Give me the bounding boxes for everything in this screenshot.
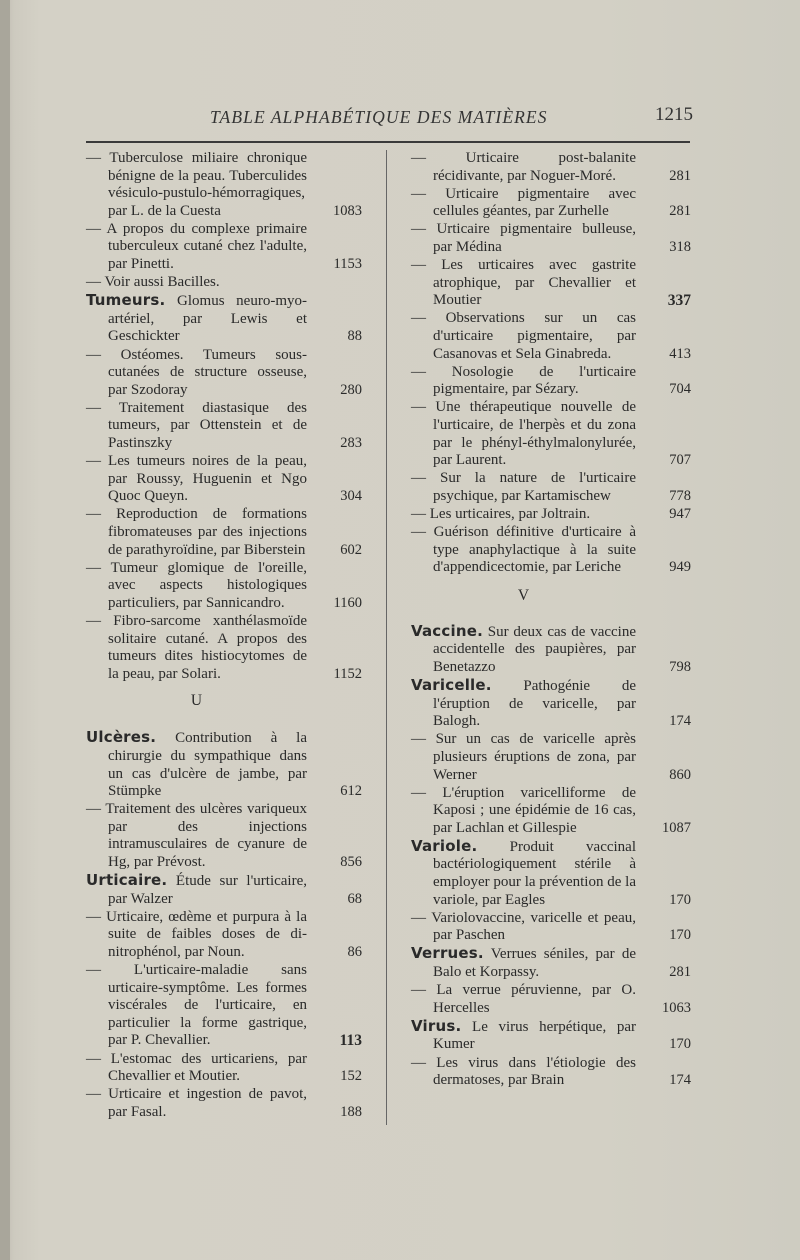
entry-page-number: 856: [340, 853, 362, 870]
index-entry: [86, 506, 362, 559]
entry-page-number: 1160: [333, 594, 362, 611]
entry-page-number: 860: [669, 766, 691, 783]
entry-headword: Virus.: [411, 1016, 462, 1035]
entry-page-number: 304: [340, 488, 362, 505]
index-entry: [411, 506, 691, 524]
index-entry: [411, 785, 691, 838]
entry-text: — La verrue péruvienne, par O. Hercelles: [411, 982, 636, 1016]
entry-page-number: 949: [669, 559, 691, 576]
entry-text: — Sur un cas de varicelle après plusieurs éruptions de zona, par Werner: [411, 731, 636, 783]
index-entry: [86, 560, 362, 613]
entry-text: — Guérison définitive d'urticaire à type anaphylactique à la suite d'appendicectomie, par Leriche: [411, 523, 636, 576]
column-divider: [386, 150, 387, 1125]
index-entry: [86, 453, 362, 506]
entry-text: — Les virus dans l'étiologie des dermatoses, par Brain: [411, 1054, 636, 1089]
index-entry: [411, 731, 691, 784]
index-entry: [411, 982, 691, 1017]
entry-page-number: 68: [347, 890, 362, 907]
entry-headword: Tumeurs.: [86, 291, 166, 310]
index-entry: [411, 470, 691, 505]
index-entry: [86, 729, 362, 800]
index-entry: [411, 1055, 691, 1090]
index-entry: [86, 962, 362, 1050]
index-entry: [411, 399, 691, 469]
entry-page-number: 188: [340, 1103, 362, 1120]
entry-page-number: 704: [669, 381, 691, 398]
entry-text: — Traitement diastasique des tumeurs, par Ottenstein et de Pastinszky: [86, 399, 307, 451]
section-letter-v: V: [517, 586, 530, 604]
index-entry: [86, 872, 362, 908]
entry-page-number: 88: [347, 328, 362, 345]
header-rule: [86, 141, 690, 143]
page-number: 1215: [655, 104, 693, 125]
entry-page-number: 152: [340, 1068, 362, 1085]
left-entries-ulceres-urticaire: [86, 729, 362, 1121]
entry-text: Tumeurs. Glomus neuro-myo-artériel, par Lewis et Geschickter: [86, 291, 307, 345]
entry-page-number: 283: [340, 435, 362, 451]
entry-text: Virus. Le virus herpétique, par Kumer: [411, 1016, 636, 1053]
entry-text: Variole. Produit vaccinal bactériologiquement stérile à employer pour la prévention de la variole, par Eagles: [411, 836, 636, 908]
entry-text: — Urticaire pigmentaire bulleuse, par Médina: [411, 221, 636, 255]
entry-text: — Fibro-sarcome xanthélasmoïde solitaire cutané. A propos des tumeurs dites histiocytomes de la peau, par Solari.: [86, 612, 307, 682]
index-entry: [411, 186, 691, 221]
entry-text: — Traitement des ulcères variqueux par des injections intramusculaires de cyanure de Hg, par Prévost.: [86, 801, 307, 870]
index-entry: [411, 221, 691, 256]
entry-text: — Variolovaccine, varicelle et peau, par Paschen: [411, 909, 636, 944]
entry-text: — Observations sur un cas d'urticaire pigmentaire, par Casanovas et Sela Ginabreda.: [411, 310, 636, 362]
left-column: [86, 150, 362, 1122]
entry-text: — Urticaire post-balanite récidivante, par Noguer-Moré.: [411, 150, 636, 184]
index-entry: [86, 801, 362, 871]
entry-headword: Urticaire.: [86, 871, 168, 890]
entry-text: Ulcères. Contribution à la chirurgie du sympathique dans un cas d'ulcère de jambe, par Stümpke: [86, 728, 307, 800]
running-header-title: TABLE ALPHABÉTIQUE DES MATIÈRES: [210, 107, 548, 127]
right-entries-urticaire: [411, 150, 691, 577]
left-entries-tumeurs: [86, 150, 362, 683]
entry-text: — Urticaire pigmentaire avec cellules géantes, par Zurhelle: [411, 185, 636, 220]
entry-text: — Sur la nature de l'urticaire psychique, par Kartamischew: [411, 470, 636, 504]
entry-page-number: 86: [347, 943, 362, 960]
entry-headword: Ulcères.: [86, 728, 157, 747]
entry-page-number: 1063: [662, 999, 691, 1016]
entry-page-number: 798: [669, 658, 691, 675]
entry-page-number: 170: [669, 1036, 691, 1053]
entry-text: — Une thérapeutique nouvelle de l'urticaire, de l'herpès et du zona par le phényl-éthylmalonylurée, par Laurent.: [411, 399, 636, 469]
entry-text: — Urticaire, œdème et purpura à la suite de faibles doses de di-nitrophénol, par Noun.: [86, 908, 307, 960]
entry-text: — L'urticaire-maladie sans urticaire-symptôme. Les formes viscérales de l'urticaire, en particulier la forme gastrique, par P. Chevallier.: [86, 962, 307, 1049]
entry-headword: Vaccine.: [411, 621, 483, 640]
index-entry: [411, 838, 691, 909]
section-letter-u: U: [190, 692, 203, 710]
right-column: [411, 150, 691, 1090]
index-entry: [411, 945, 691, 981]
index-entry: [86, 1051, 362, 1086]
entry-page-number: 1083: [333, 202, 362, 219]
entry-headword: Verrues.: [411, 944, 484, 963]
entry-page-number: 1087: [662, 819, 691, 836]
entry-text: — Urticaire et ingestion de pavot, par Fasal.: [86, 1086, 307, 1120]
entry-page-number: 174: [669, 713, 691, 730]
index-entry: [86, 613, 362, 683]
entry-text: — Reproduction de formations fibromateuses par des injections de parathyroïdine, par Biberstein: [86, 506, 307, 558]
entry-page-number: 318: [669, 238, 691, 255]
entry-text: Verrues. Verrues séniles, par de Balo et Korpassy.: [411, 944, 636, 981]
entry-text: — Les tumeurs noires de la peau, par Roussy, Huguenin et Ngo Quoc Queyn.: [86, 453, 307, 505]
index-entry: [411, 1018, 691, 1054]
entry-text: — Voir aussi Bacilles.: [86, 274, 220, 291]
index-entry: [411, 150, 691, 185]
entry-page-number: 602: [340, 541, 362, 558]
index-entry: [86, 909, 362, 962]
entry-page-number: 707: [669, 452, 691, 469]
index-entry: [411, 677, 691, 731]
entry-page-number: 337: [667, 292, 691, 310]
entry-page-number: 281: [669, 167, 691, 184]
entry-text: — Tumeur glomique de l'oreille, avec aspects histologiques particuliers, par Sannicandro.: [86, 559, 307, 611]
index-entry: [86, 150, 362, 220]
index-entry: [86, 274, 362, 292]
entry-text: Vaccine. Sur deux cas de vaccine accidentelle des paupières, par Benetazzo: [411, 621, 636, 675]
index-entry: [86, 400, 362, 453]
index-entry: [86, 1086, 362, 1121]
entry-text: — A propos du complexe primaire tuberculeux cutané chez l'adulte, par Pinetti.: [86, 220, 307, 273]
entry-page-number: 280: [340, 381, 362, 398]
entry-page-number: 947: [669, 505, 691, 522]
entry-headword: Varicelle.: [411, 676, 492, 695]
entry-page-number: 413: [669, 345, 691, 362]
entry-page-number: 612: [340, 783, 362, 800]
entry-text: Varicelle. Pathogénie de l'éruption de varicelle, par Balogh.: [411, 676, 636, 730]
index-entry: [411, 364, 691, 399]
entry-text: — Les urticaires, par Joltrain.: [411, 505, 591, 522]
entry-page-number: 174: [669, 1072, 691, 1089]
entry-text: — Nosologie de l'urticaire pigmentaire, par Sézary.: [411, 363, 636, 398]
entry-page-number: 113: [339, 1032, 362, 1050]
entry-page-number: 778: [669, 487, 691, 504]
entry-text: — Ostéomes. Tumeurs sous-cutanées de structure osseuse, par Szodoray: [86, 346, 307, 398]
entry-page-number: 1153: [333, 256, 362, 273]
entry-page-number: 281: [669, 964, 691, 981]
entry-page-number: 170: [669, 927, 691, 944]
index-entry: [86, 221, 362, 274]
entry-text: — L'estomac des urticariens, par Chevallier et Moutier.: [86, 1050, 307, 1085]
entry-text: — Tuberculose miliaire chronique bénigne de la peau. Tuberculides vésiculo-pustulo-hémorragiques, par L. de la Cuesta: [86, 150, 307, 219]
index-entry: [411, 910, 691, 945]
index-entry: [411, 623, 691, 677]
index-entry: [411, 524, 691, 577]
entry-page-number: 170: [669, 891, 691, 908]
entry-page-number: 281: [669, 203, 691, 220]
binding-gutter: [0, 0, 10, 1260]
right-entries-v: [411, 623, 691, 1090]
index-entry: [86, 292, 362, 346]
index-entry: [411, 257, 691, 310]
entry-text: — L'éruption varicelliforme de Kaposi ; une épidémie de 16 cas, par Lachlan et Gillespie: [411, 784, 636, 836]
index-entry: [86, 347, 362, 400]
entry-headword: Variole.: [411, 836, 478, 855]
index-entry: [411, 310, 691, 363]
entry-text: Urticaire. Étude sur l'urticaire, par Walzer: [86, 871, 307, 907]
entry-page-number: 1152: [333, 665, 362, 682]
entry-text: — Les urticaires avec gastrite atrophique, par Chevallier et Moutier: [411, 257, 636, 309]
